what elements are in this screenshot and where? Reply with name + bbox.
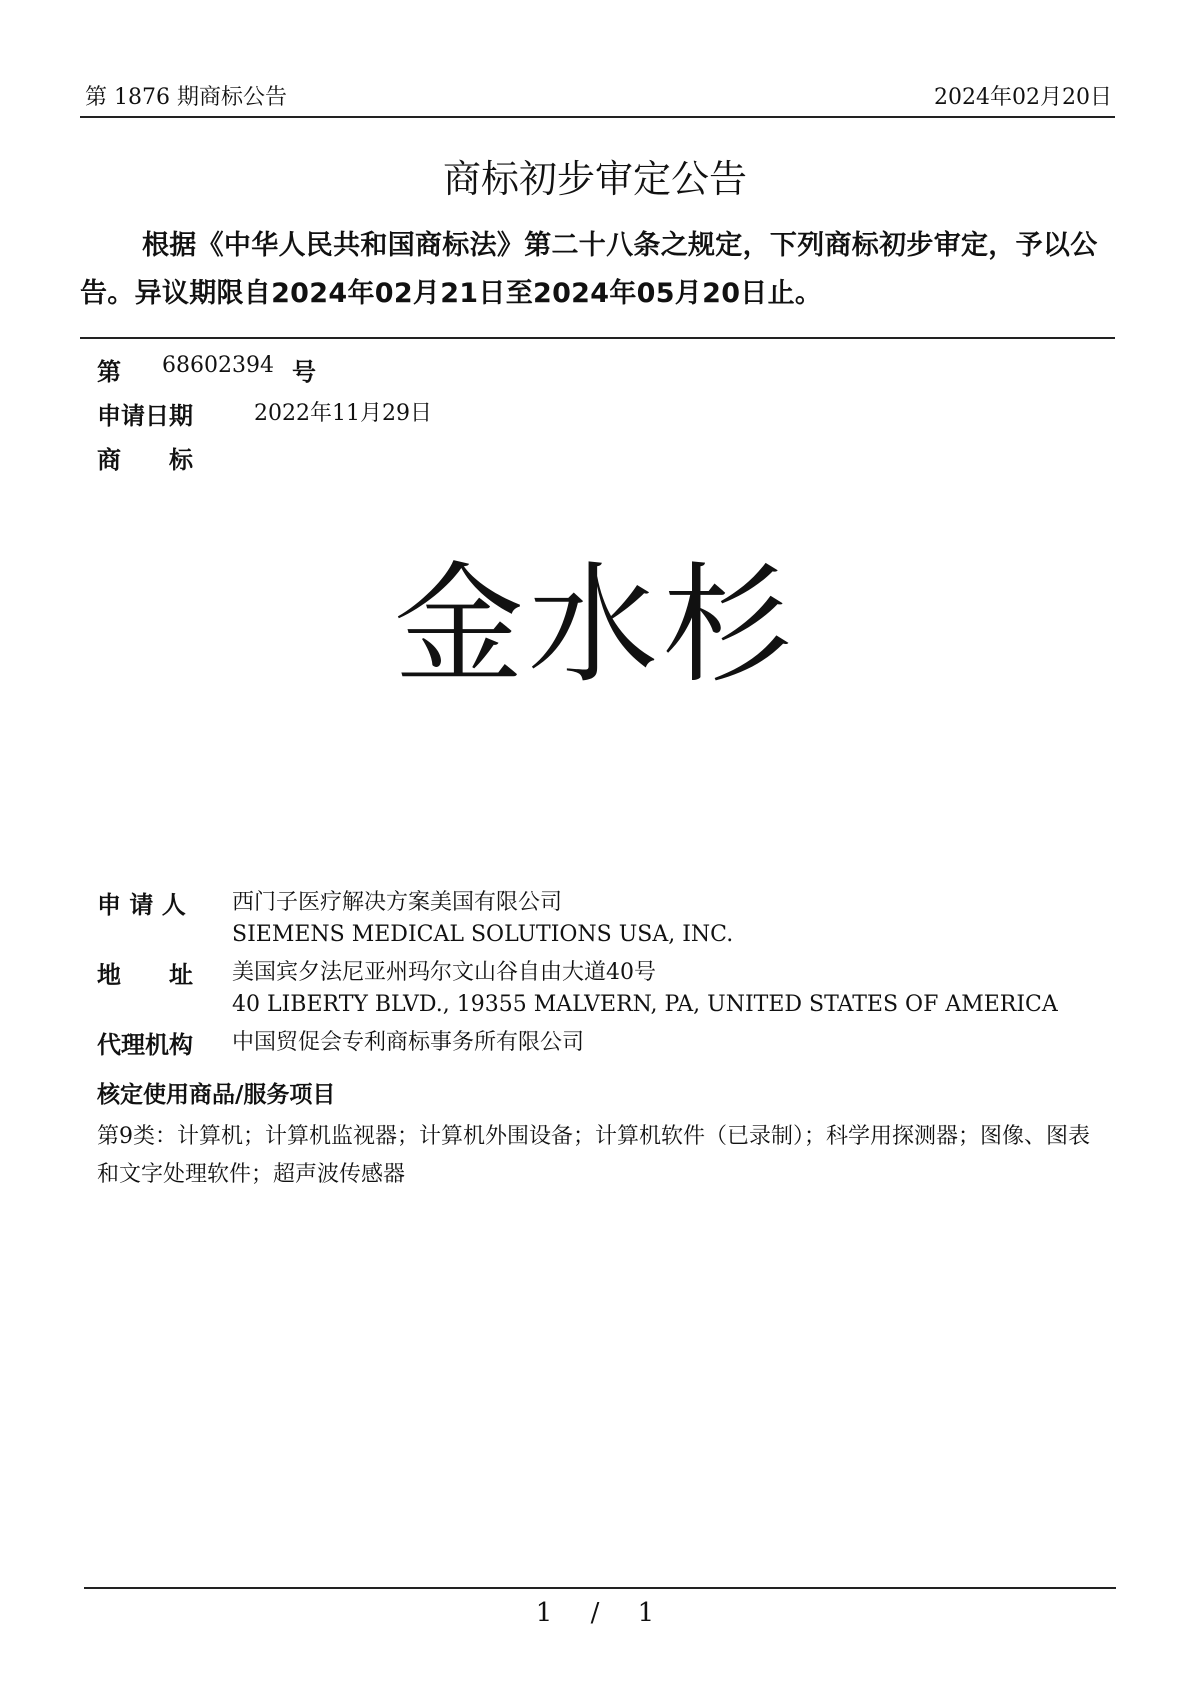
agent-name: 中国贸促会专利商标事务所有限公司	[232, 1030, 585, 1055]
total-pages: 1	[637, 1598, 655, 1628]
issue-date: 2024年02月20日	[934, 85, 1112, 110]
agent-label: 代理机构	[97, 1031, 193, 1059]
intro-paragraph: 根据《中华人民共和国商标法》第二十八条之规定，下列商标初步审定，予以公告。异议期限自2024年02月21日至2024年05月20日止。	[80, 230, 1098, 309]
applicant-label: 申 请 人	[97, 891, 186, 919]
number-label-suffix: 号	[292, 358, 316, 386]
issue-number: 第 1876 期商标公告	[85, 85, 287, 110]
address-cn: 美国宾夕法尼亚州玛尔文山谷自由大道40号	[232, 960, 656, 985]
page-separator: /	[590, 1598, 600, 1628]
number-label-prefix: 第	[97, 358, 121, 386]
address-label: 地 址	[97, 961, 193, 989]
trademark-image: 金水杉	[393, 549, 796, 701]
header-divider	[80, 116, 1115, 118]
trademark-label: 商 标	[97, 446, 193, 474]
page-title: 商标初步审定公告	[442, 157, 747, 201]
section-divider	[80, 337, 1115, 339]
address-en: 40 LIBERTY BLVD., 19355 MALVERN, PA, UNITED STATES OF AMERICA	[232, 992, 1058, 1017]
goods-label: 核定使用商品/服务项目	[97, 1082, 336, 1108]
registration-number: 68602394	[162, 353, 274, 378]
goods-list: 第9类：计算机；计算机监视器；计算机外围设备；计算机软件（已录制）；科学用探测器；图像、图表和文字处理软件；超声波传感器	[97, 1124, 1091, 1187]
page-indicator	[0, 1598, 1190, 1628]
application-date-label: 申请日期	[97, 402, 193, 430]
applicant-name-en: SIEMENS MEDICAL SOLUTIONS USA, INC.	[232, 922, 734, 947]
application-date: 2022年11月29日	[254, 401, 432, 426]
footer-divider	[84, 1587, 1116, 1589]
current-page: 1	[535, 1598, 553, 1628]
applicant-name-cn: 西门子医疗解决方案美国有限公司	[232, 890, 563, 915]
